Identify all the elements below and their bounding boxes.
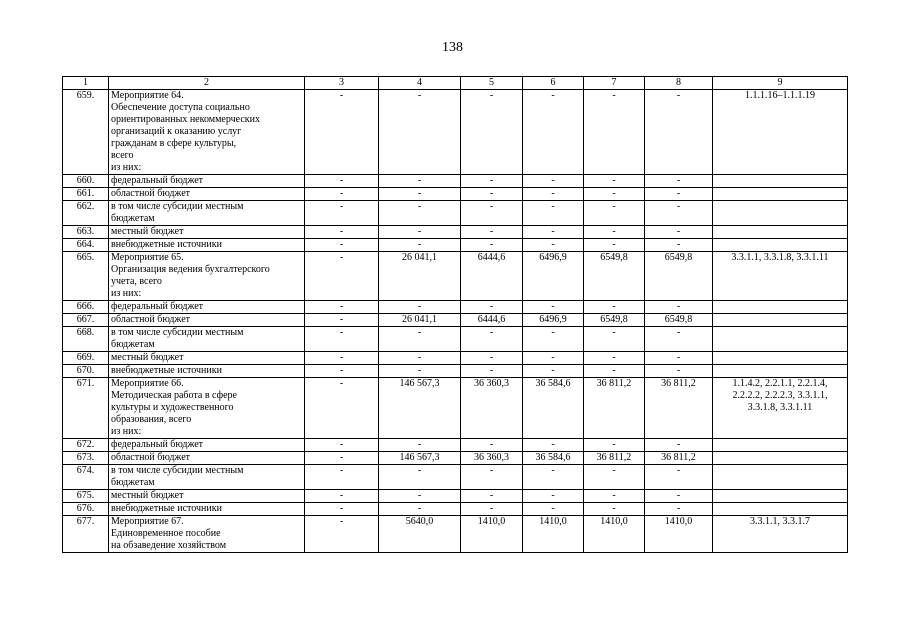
cell-col-8: - — [645, 90, 713, 175]
row-name: внебюджетные источники — [109, 365, 305, 378]
table-row — [63, 452, 848, 465]
cell-col-3: - — [305, 239, 379, 252]
row-name: Мероприятие 67. Единовременное пособие на обзаведение хозяйством — [109, 516, 305, 553]
cell-col-4: - — [379, 90, 461, 175]
cell-indicators: 1.1.1.16–1.1.1.19 — [713, 90, 848, 175]
row-number: 664. — [63, 239, 109, 252]
cell-col-4: - — [379, 327, 461, 352]
cell-col-8: - — [645, 490, 713, 503]
cell-col-5: - — [461, 226, 523, 239]
table-row — [63, 327, 848, 352]
cell-col-4: - — [379, 439, 461, 452]
table-row — [63, 301, 848, 314]
cell-col-4: 26 041,1 — [379, 314, 461, 327]
cell-col-8: - — [645, 465, 713, 490]
cell-col-5: 36 360,3 — [461, 452, 523, 465]
cell-col-6: - — [523, 490, 584, 503]
cell-indicators — [713, 490, 848, 503]
column-header: 8 — [645, 77, 713, 90]
table-row — [63, 226, 848, 239]
row-name: в том числе субсидии местным бюджетам — [109, 201, 305, 226]
cell-col-5: - — [461, 301, 523, 314]
cell-col-8: - — [645, 239, 713, 252]
cell-indicators — [713, 314, 848, 327]
cell-indicators — [713, 301, 848, 314]
cell-col-5: - — [461, 365, 523, 378]
cell-col-5: 6444,6 — [461, 252, 523, 301]
table-row — [63, 352, 848, 365]
table-row — [63, 490, 848, 503]
cell-col-3: - — [305, 516, 379, 553]
cell-col-4: - — [379, 301, 461, 314]
cell-indicators — [713, 226, 848, 239]
cell-indicators — [713, 175, 848, 188]
cell-col-4: 5640,0 — [379, 516, 461, 553]
page-number: 138 — [442, 40, 463, 55]
row-name: в том числе субсидии местным бюджетам — [109, 465, 305, 490]
row-name: местный бюджет — [109, 352, 305, 365]
cell-col-5: - — [461, 465, 523, 490]
cell-col-7: 6549,8 — [584, 252, 645, 301]
table-row — [63, 503, 848, 516]
cell-col-3: - — [305, 314, 379, 327]
cell-indicators — [713, 239, 848, 252]
column-header: 4 — [379, 77, 461, 90]
cell-col-3: - — [305, 188, 379, 201]
cell-indicators — [713, 452, 848, 465]
cell-indicators — [713, 201, 848, 226]
table-row — [63, 188, 848, 201]
column-header: 9 — [713, 77, 848, 90]
cell-col-6: - — [523, 352, 584, 365]
cell-col-4: - — [379, 503, 461, 516]
row-number: 671. — [63, 378, 109, 439]
row-name: федеральный бюджет — [109, 301, 305, 314]
cell-col-8: 1410,0 — [645, 516, 713, 553]
cell-col-6: 6496,9 — [523, 314, 584, 327]
row-name: внебюджетные источники — [109, 503, 305, 516]
cell-col-6: - — [523, 439, 584, 452]
cell-indicators: 3.3.1.1, 3.3.1.7 — [713, 516, 848, 553]
table-body — [63, 90, 848, 553]
cell-col-6: 6496,9 — [523, 252, 584, 301]
cell-col-4: 26 041,1 — [379, 252, 461, 301]
cell-col-3: - — [305, 301, 379, 314]
cell-col-8: - — [645, 226, 713, 239]
table-row — [63, 314, 848, 327]
table-row — [63, 365, 848, 378]
cell-col-5: - — [461, 201, 523, 226]
cell-col-8: 36 811,2 — [645, 378, 713, 439]
cell-col-3: - — [305, 175, 379, 188]
cell-col-4: - — [379, 226, 461, 239]
cell-col-8: 6549,8 — [645, 314, 713, 327]
cell-indicators — [713, 188, 848, 201]
row-number: 663. — [63, 226, 109, 239]
cell-col-6: - — [523, 465, 584, 490]
cell-col-7: - — [584, 226, 645, 239]
column-header: 3 — [305, 77, 379, 90]
cell-col-7: - — [584, 201, 645, 226]
cell-col-4: - — [379, 175, 461, 188]
budget-table — [62, 76, 848, 553]
cell-col-3: - — [305, 90, 379, 175]
row-name: местный бюджет — [109, 490, 305, 503]
row-number: 665. — [63, 252, 109, 301]
cell-col-3: - — [305, 490, 379, 503]
table-row — [63, 90, 848, 175]
cell-col-4: - — [379, 201, 461, 226]
cell-col-4: 146 567,3 — [379, 452, 461, 465]
table-row — [63, 201, 848, 226]
cell-col-7: 36 811,2 — [584, 378, 645, 439]
row-number: 676. — [63, 503, 109, 516]
cell-col-7: - — [584, 90, 645, 175]
table-row — [63, 175, 848, 188]
table-row — [63, 252, 848, 301]
cell-col-3: - — [305, 439, 379, 452]
column-header: 6 — [523, 77, 584, 90]
cell-col-7: - — [584, 439, 645, 452]
cell-col-5: 6444,6 — [461, 314, 523, 327]
row-number: 677. — [63, 516, 109, 553]
cell-col-8: - — [645, 365, 713, 378]
cell-col-4: - — [379, 239, 461, 252]
cell-col-3: - — [305, 327, 379, 352]
cell-col-7: - — [584, 365, 645, 378]
row-number: 674. — [63, 465, 109, 490]
cell-indicators — [713, 365, 848, 378]
cell-col-3: - — [305, 252, 379, 301]
row-name: федеральный бюджет — [109, 439, 305, 452]
row-number: 660. — [63, 175, 109, 188]
cell-col-6: - — [523, 188, 584, 201]
cell-col-7: 6549,8 — [584, 314, 645, 327]
cell-col-3: - — [305, 465, 379, 490]
cell-col-4: - — [379, 490, 461, 503]
table-row — [63, 465, 848, 490]
cell-indicators — [713, 327, 848, 352]
column-header: 5 — [461, 77, 523, 90]
cell-col-5: - — [461, 239, 523, 252]
cell-col-3: - — [305, 226, 379, 239]
cell-col-7: - — [584, 188, 645, 201]
row-number: 666. — [63, 301, 109, 314]
cell-col-5: - — [461, 327, 523, 352]
row-name: федеральный бюджет — [109, 175, 305, 188]
cell-col-8: - — [645, 352, 713, 365]
cell-indicators — [713, 352, 848, 365]
cell-col-5: 1410,0 — [461, 516, 523, 553]
cell-col-6: - — [523, 239, 584, 252]
cell-col-5: - — [461, 352, 523, 365]
table-row — [63, 439, 848, 452]
cell-col-6: - — [523, 226, 584, 239]
row-number: 667. — [63, 314, 109, 327]
cell-col-6: 36 584,6 — [523, 452, 584, 465]
row-number: 669. — [63, 352, 109, 365]
cell-col-7: - — [584, 301, 645, 314]
cell-col-5: - — [461, 439, 523, 452]
cell-col-5: - — [461, 90, 523, 175]
cell-col-5: - — [461, 188, 523, 201]
cell-indicators: 3.3.1.1, 3.3.1.8, 3.3.1.11 — [713, 252, 848, 301]
row-number: 672. — [63, 439, 109, 452]
header-row — [63, 77, 848, 90]
cell-col-8: - — [645, 175, 713, 188]
row-name: в том числе субсидии местным бюджетам — [109, 327, 305, 352]
cell-col-4: - — [379, 352, 461, 365]
row-name: областной бюджет — [109, 188, 305, 201]
cell-col-3: - — [305, 503, 379, 516]
cell-col-6: - — [523, 301, 584, 314]
row-name: областной бюджет — [109, 314, 305, 327]
cell-col-8: - — [645, 201, 713, 226]
cell-col-7: 36 811,2 — [584, 452, 645, 465]
row-number: 673. — [63, 452, 109, 465]
cell-indicators: 1.1.4.2, 2.2.1.1, 2.2.1.4, 2.2.2.2, 2.2.2.3, 3.3.1.1, 3.3.1.8, 3.3.1.11 — [713, 378, 848, 439]
table-row — [63, 516, 848, 553]
cell-col-8: - — [645, 301, 713, 314]
cell-col-3: - — [305, 378, 379, 439]
row-name: Мероприятие 65. Организация ведения бухгалтерского учета, всего из них: — [109, 252, 305, 301]
cell-col-6: - — [523, 327, 584, 352]
row-number: 675. — [63, 490, 109, 503]
column-header: 1 — [63, 77, 109, 90]
cell-col-7: - — [584, 327, 645, 352]
cell-indicators — [713, 465, 848, 490]
cell-col-7: - — [584, 175, 645, 188]
cell-col-8: 36 811,2 — [645, 452, 713, 465]
row-number: 661. — [63, 188, 109, 201]
cell-col-7: - — [584, 239, 645, 252]
cell-col-5: 36 360,3 — [461, 378, 523, 439]
cell-col-8: - — [645, 503, 713, 516]
table-row — [63, 239, 848, 252]
cell-col-6: 1410,0 — [523, 516, 584, 553]
row-name: Мероприятие 64. Обеспечение доступа социально ориентированных некоммерческих организаций к оказанию услуг гражданам в сфере культуры, всего из них: — [109, 90, 305, 175]
row-name: областной бюджет — [109, 452, 305, 465]
cell-col-6: - — [523, 365, 584, 378]
cell-indicators — [713, 503, 848, 516]
cell-col-3: - — [305, 201, 379, 226]
column-header: 7 — [584, 77, 645, 90]
cell-col-6: - — [523, 503, 584, 516]
table-row — [63, 378, 848, 439]
cell-col-7: - — [584, 490, 645, 503]
cell-col-5: - — [461, 490, 523, 503]
row-number: 670. — [63, 365, 109, 378]
cell-col-5: - — [461, 175, 523, 188]
cell-col-7: - — [584, 352, 645, 365]
cell-col-7: - — [584, 503, 645, 516]
cell-col-8: - — [645, 327, 713, 352]
cell-col-6: 36 584,6 — [523, 378, 584, 439]
row-number: 668. — [63, 327, 109, 352]
cell-indicators — [713, 439, 848, 452]
row-name: Мероприятие 66. Методическая работа в сфере культуры и художественного образования, всего из них: — [109, 378, 305, 439]
cell-col-3: - — [305, 365, 379, 378]
cell-col-3: - — [305, 352, 379, 365]
cell-col-4: - — [379, 365, 461, 378]
cell-col-7: - — [584, 465, 645, 490]
row-name: внебюджетные источники — [109, 239, 305, 252]
cell-col-8: - — [645, 439, 713, 452]
cell-col-8: 6549,8 — [645, 252, 713, 301]
cell-col-5: - — [461, 503, 523, 516]
cell-col-3: - — [305, 452, 379, 465]
cell-col-6: - — [523, 201, 584, 226]
cell-col-7: 1410,0 — [584, 516, 645, 553]
cell-col-4: 146 567,3 — [379, 378, 461, 439]
column-header: 2 — [109, 77, 305, 90]
row-number: 659. — [63, 90, 109, 175]
cell-col-6: - — [523, 90, 584, 175]
cell-col-4: - — [379, 188, 461, 201]
row-name: местный бюджет — [109, 226, 305, 239]
cell-col-6: - — [523, 175, 584, 188]
cell-col-8: - — [645, 188, 713, 201]
cell-col-4: - — [379, 465, 461, 490]
row-number: 662. — [63, 201, 109, 226]
